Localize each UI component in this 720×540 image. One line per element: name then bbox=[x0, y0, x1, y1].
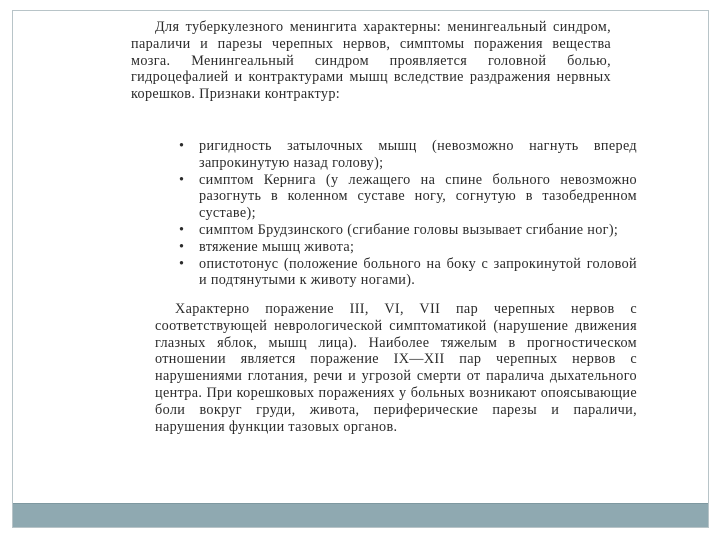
list-item-text: ригидность затылочных мышц (невозможно нагнуть вперед запрокинутую назад голову); bbox=[199, 138, 637, 171]
intro-text-block bbox=[131, 19, 611, 103]
list-item-text: симптом Брудзинского (сгибание головы вызывает сгибание ног); bbox=[199, 221, 619, 238]
list-item-text: опистотонус (положение больного на боку с запрокинутой головой и подтянутыми к животу ногами). bbox=[199, 255, 637, 289]
bullet-icon: • bbox=[179, 221, 185, 238]
bullet-icon: • bbox=[179, 238, 185, 255]
list-item bbox=[177, 239, 637, 256]
intro-paragraph: Для туберкулезного менингита характерны: менингеальный синдром, параличи и парезы черепных нервов, симптомы поражения вещества мозга. Менингеальный синдром проявляется головной болью, гидроцефалией и контрактурами мышц вследствие раздражения нервных корешков. Признаки контрактур: bbox=[131, 19, 611, 103]
slide-footer-bar bbox=[13, 503, 708, 527]
bullet-icon: • bbox=[179, 138, 185, 154]
slide bbox=[12, 10, 709, 528]
bullet-icon: • bbox=[179, 255, 185, 272]
closing-text-block bbox=[155, 301, 637, 435]
list-item-text: симптом Кернига (у лежащего на спине больного невозможно разогнуть в коленном суставе ногу, согнутую в тазобедренном суставе); bbox=[199, 171, 637, 222]
closing-paragraph: Характерно поражение III, VI, VII пар черепных нервов с соответствующей неврологической симптоматикой (нарушение движения глазных яблок, мышц лица). Наиболее тяжелым в прогностическом отношении является поражение IX—XII пар черепных нервов с нарушениями глотания, речи и угрозой смерти от паралича дыхательного центра. При корешковых поражениях у больных возникают опоясывающие боли вокруг груди, живота, периферические парезы и параличи, нарушения функции тазовых органов. bbox=[155, 301, 637, 435]
list-item bbox=[177, 138, 637, 172]
list-item-text: втяжение мышц живота; bbox=[199, 238, 355, 255]
list-item bbox=[177, 222, 637, 239]
contracture-signs-list bbox=[177, 138, 637, 289]
list-item bbox=[177, 256, 637, 290]
bullet-icon: • bbox=[179, 171, 185, 188]
list-item bbox=[177, 172, 637, 222]
